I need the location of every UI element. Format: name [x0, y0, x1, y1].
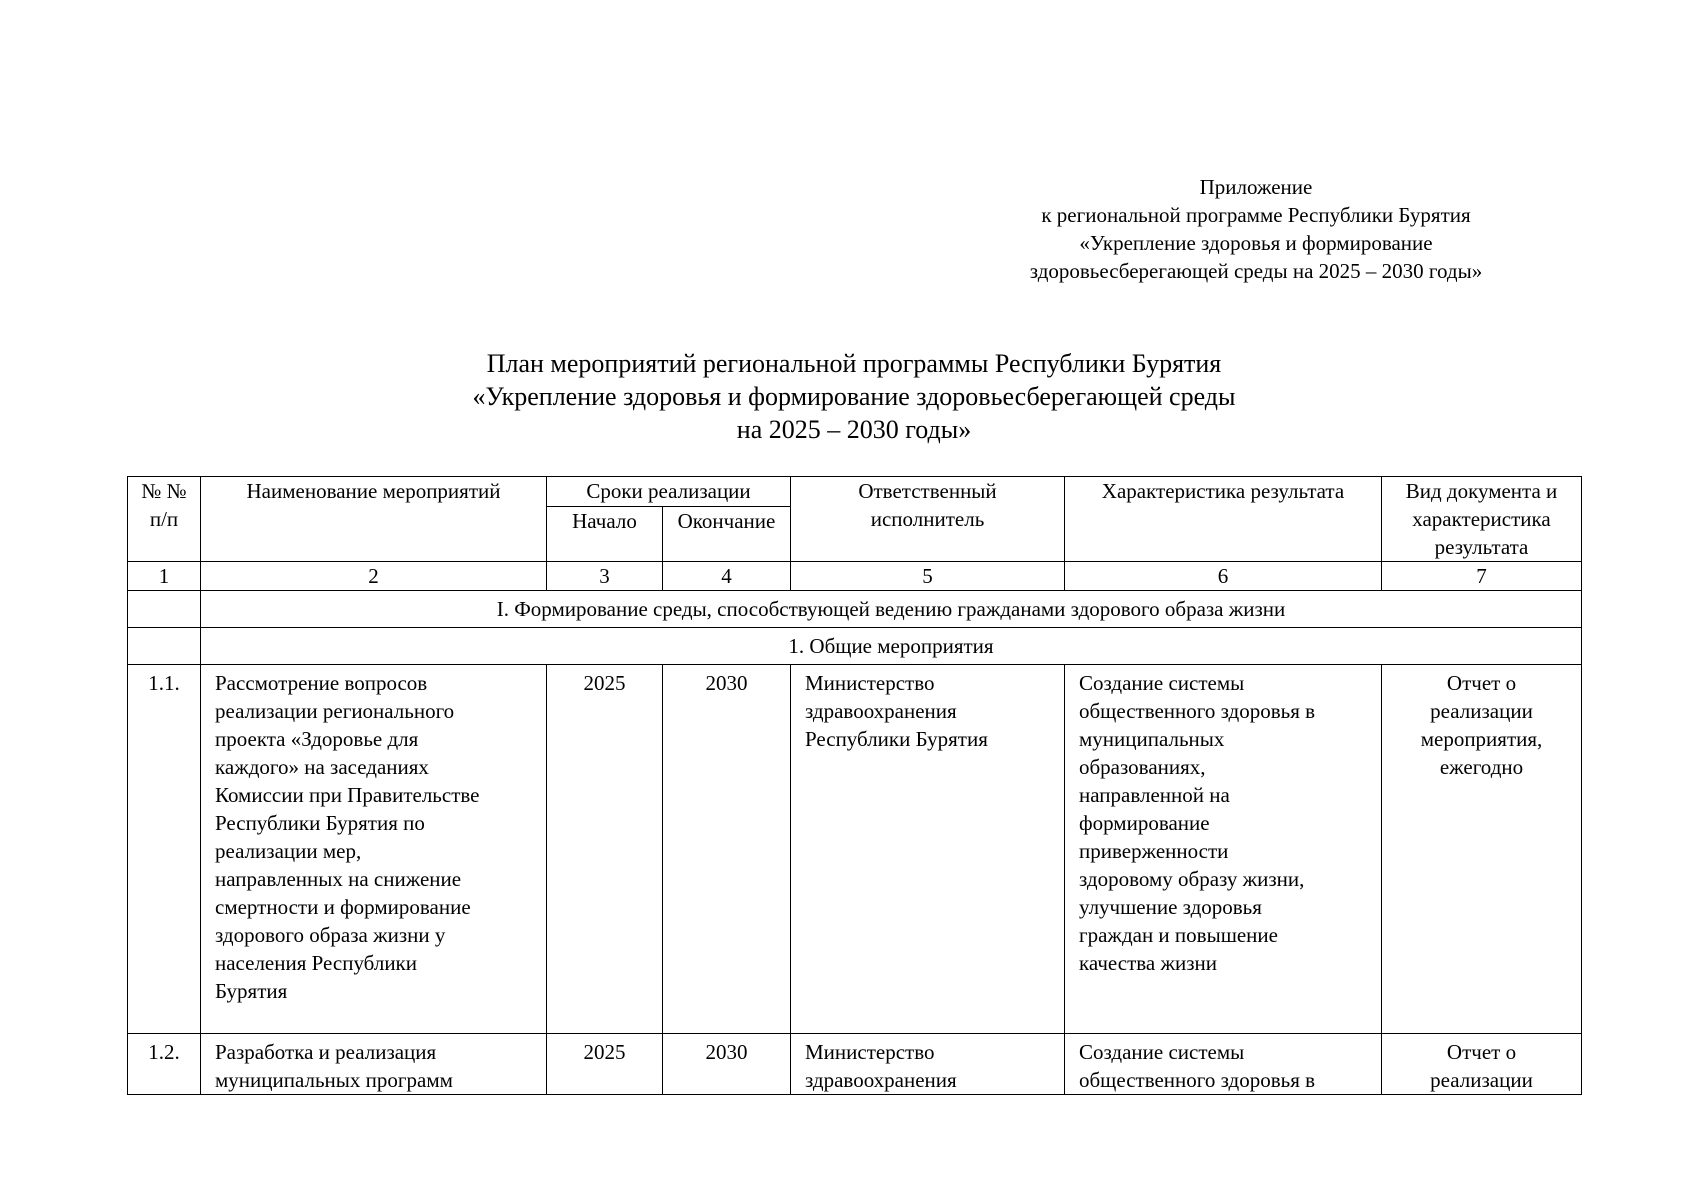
- page-title: [128, 347, 1580, 446]
- subsection-row: [128, 628, 1582, 665]
- col-number: 3: [547, 562, 663, 591]
- appendix-line: Приложение: [1199, 175, 1313, 199]
- appendix-line: здоровьесберегающей среды на 2025 – 2030 годы»: [1029, 259, 1483, 283]
- title-line: План мероприятий региональной программы Республики Бурятия: [486, 349, 1222, 378]
- col-number: 1: [128, 562, 201, 591]
- section-row: [128, 591, 1582, 628]
- col-number: 6: [1065, 562, 1382, 591]
- row-doc: Отчет о реализации мероприятия, ежегодно: [1382, 665, 1582, 1034]
- row-name: Рассмотрение вопросов реализации регионального проекта «Здоровье для каждого» на заседаниях Комиссии при Правительстве Республики Бурятия по реализации мер, направленных на снижение смертности и формирование здорового образа жизни у населения Республики Бурятия: [201, 665, 547, 1034]
- col-number: 2: [201, 562, 547, 591]
- row-end: 2030: [663, 665, 791, 1034]
- row-executor: Министерство здравоохранения Республики Бурятия: [791, 665, 1065, 1034]
- header-result: Характеристика результата: [1065, 477, 1382, 562]
- appendix-line: к региональной программе Республики Бурятия: [1041, 203, 1471, 227]
- empty-cell: [128, 591, 201, 628]
- row-num: 1.2.: [128, 1034, 201, 1095]
- header-end: Окончание: [663, 507, 791, 562]
- title-line: «Укрепление здоровья и формирование здоровьесберегающей среды: [472, 382, 1236, 411]
- row-result: Создание системы общественного здоровья в: [1065, 1034, 1382, 1095]
- subsection-title: 1. Общие мероприятия: [201, 628, 1582, 665]
- header-start: Начало: [547, 507, 663, 562]
- row-doc: Отчет о реализации: [1382, 1034, 1582, 1095]
- row-start: 2025: [547, 665, 663, 1034]
- section-title: I. Формирование среды, способствующей ведению гражданами здорового образа жизни: [201, 591, 1582, 628]
- row-executor: Министерство здравоохранения: [791, 1034, 1065, 1095]
- row-result: Создание системы общественного здоровья в муниципальных образованиях, направленной на формирование приверженности здоровому образу жизни, улучшение здоровья граждан и повышение качества жизни: [1065, 665, 1382, 1034]
- table-row: [128, 1034, 1582, 1095]
- empty-cell: [128, 628, 201, 665]
- col-number: 4: [663, 562, 791, 591]
- plan-table: [127, 476, 1582, 1095]
- row-num: 1.1.: [128, 665, 201, 1034]
- table-row: [128, 665, 1582, 1034]
- header-doc: Вид документа и характеристика результата: [1382, 477, 1582, 562]
- header-row: [128, 477, 1582, 507]
- col-number: 7: [1382, 562, 1582, 591]
- appendix-line: «Укрепление здоровья и формирование: [1079, 231, 1433, 255]
- row-name: Разработка и реализация муниципальных программ: [201, 1034, 547, 1095]
- appendix-note: [986, 173, 1526, 285]
- header-period: Сроки реализации: [547, 477, 791, 507]
- header-executor: Ответственный исполнитель: [791, 477, 1065, 562]
- header-num: № № п/п: [128, 477, 201, 562]
- row-start: 2025: [547, 1034, 663, 1095]
- title-line: на 2025 – 2030 годы»: [736, 415, 972, 444]
- column-numbers-row: [128, 562, 1582, 591]
- header-name: Наименование мероприятий: [201, 477, 547, 562]
- col-number: 5: [791, 562, 1065, 591]
- row-end: 2030: [663, 1034, 791, 1095]
